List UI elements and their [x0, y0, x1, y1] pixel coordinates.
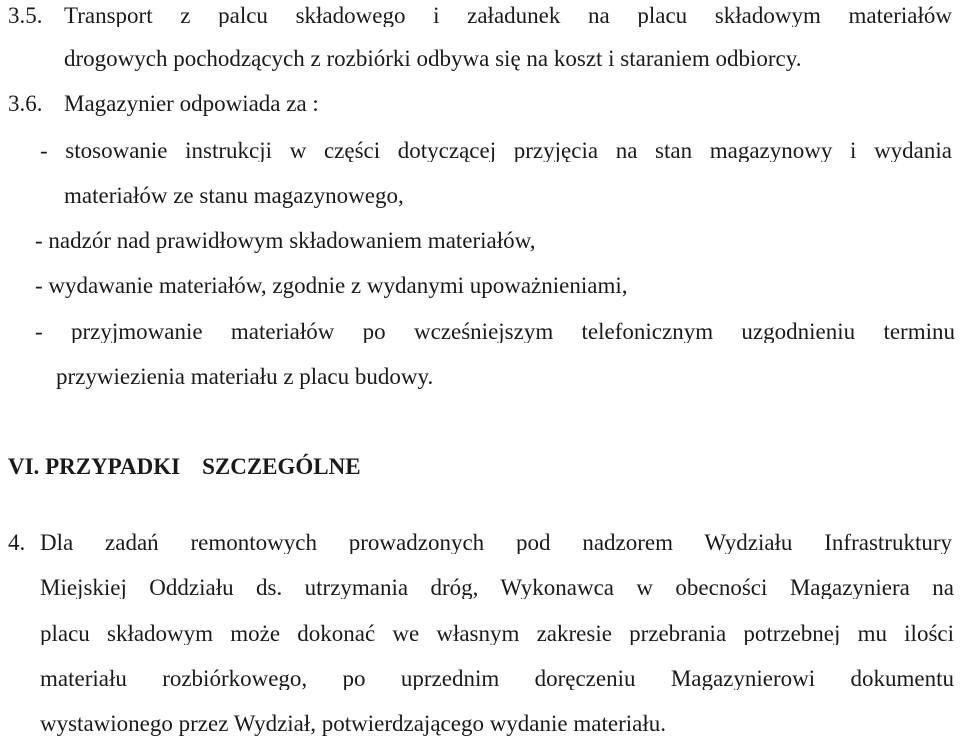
list-item: - wydawanie materiałów, zgodnie z wydanymi upoważnieniami, [35, 273, 628, 298]
item-number: 3.5. [8, 3, 43, 28]
paragraph-line: materiału rozbiórkowego, po uprzednim doręczeniu Magazynierowi dokumentu [40, 667, 954, 690]
section-heading [8, 455, 361, 478]
list-item-continuation: przywiezienia materiału z placu budowy. [56, 364, 434, 389]
paragraph-line: drogowych pochodzących z rozbiórki odbywa się na koszt i staraniem odbiorcy. [64, 46, 802, 71]
list-item: - stosowanie instrukcji w części dotyczącej przyjęcia na stan magazynowy i wydania [40, 139, 952, 162]
item-number: 4. [8, 530, 26, 555]
paragraph-line: placu składowym może dokonać we własnym zakresie przebrania potrzebnej mu ilości [40, 622, 954, 645]
heading-word: PRZYPADKI [45, 454, 181, 479]
heading-number: VI. [8, 454, 40, 479]
paragraph-line: Miejskiej Oddziału ds. utrzymania dróg, Wykonawca w obecności Magazyniera na [40, 576, 954, 599]
list-item: - nadzór nad prawidłowym składowaniem materiałów, [35, 228, 536, 253]
item-number: 3.6. [8, 91, 43, 116]
list-item-continuation: materiałów ze stanu magazynowego, [64, 183, 404, 208]
paragraph-line: wystawionego przez Wydział, potwierdzającego wydanie materiału. [40, 711, 666, 736]
list-intro: Magazynier odpowiada za : [64, 91, 319, 116]
paragraph-line: Dla zadań remontowych prowadzonych pod nadzorem Wydziału Infrastruktury [40, 531, 952, 554]
paragraph-line: Transport z palcu składowego i załadunek na placu składowym materiałów [64, 4, 952, 27]
heading-word: SZCZEGÓLNE [202, 454, 361, 479]
list-item: - przyjmowanie materiałów po wcześniejszym telefonicznym uzgodnieniu terminu [35, 320, 955, 343]
